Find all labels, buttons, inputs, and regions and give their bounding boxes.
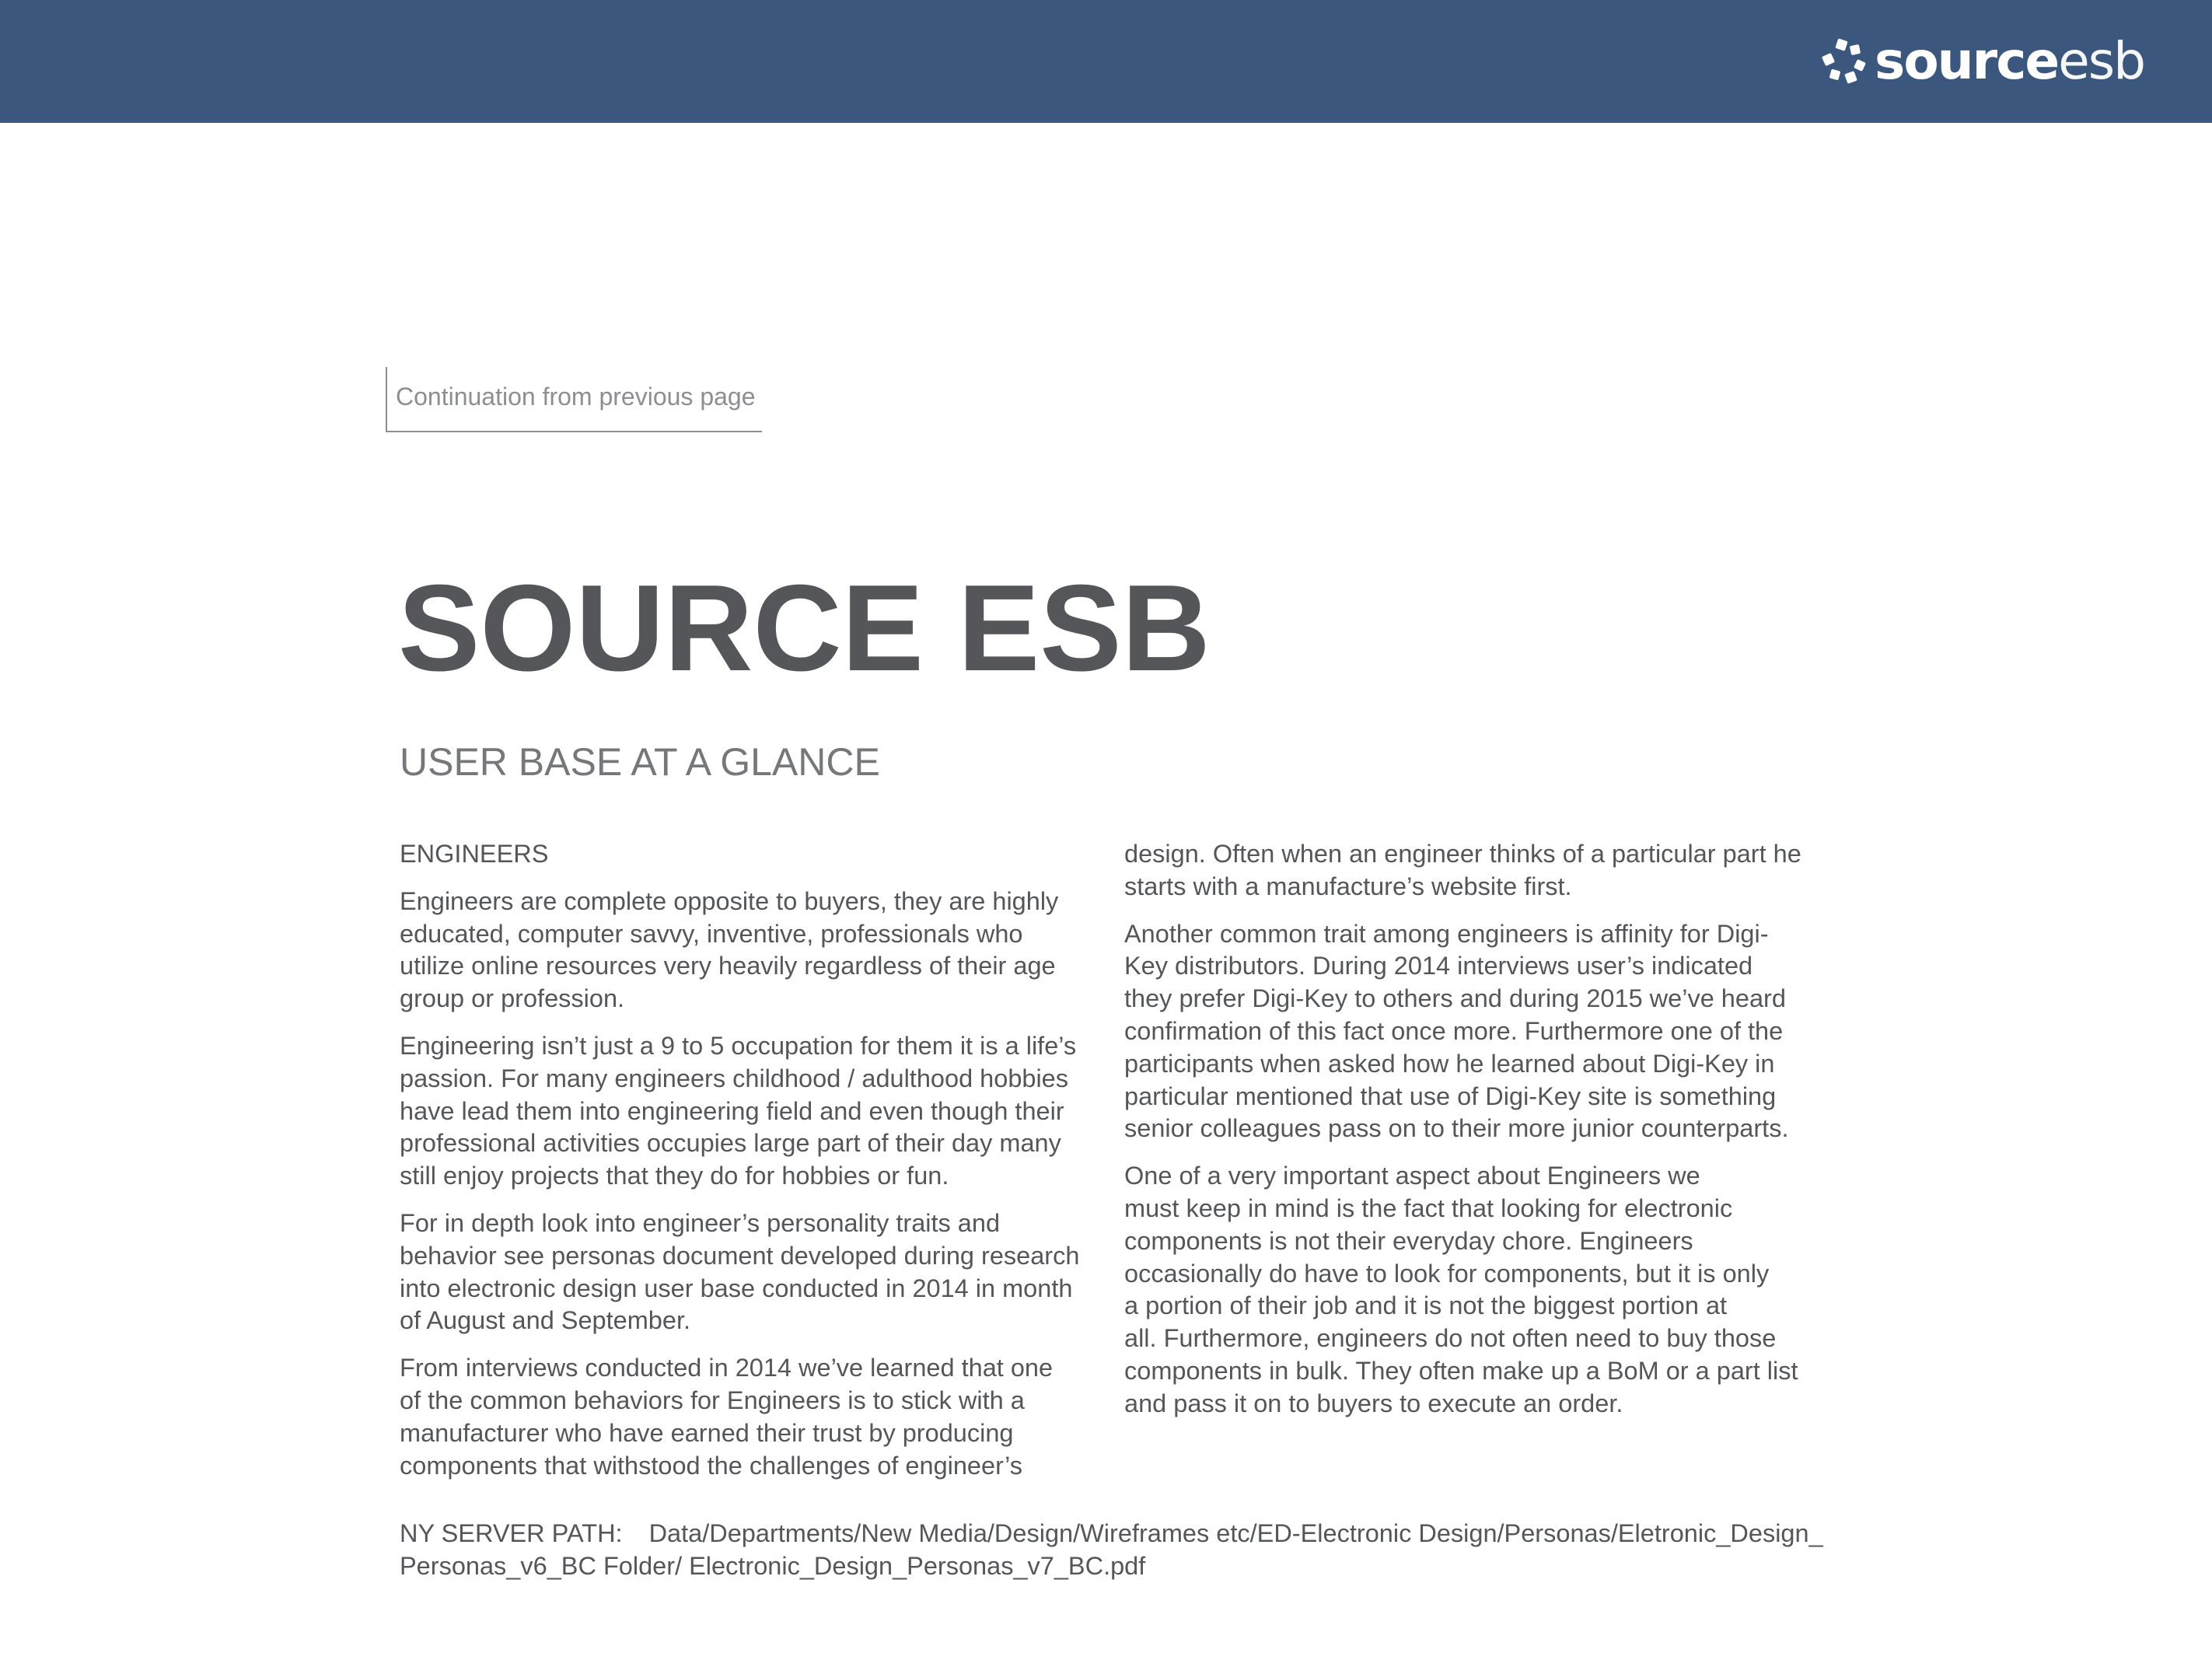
text-line: starts with a manufacture’s website first. xyxy=(1124,872,1572,900)
text-line: behavior see personas document developed during research xyxy=(400,1241,1080,1270)
logo-wordmark xyxy=(1875,31,2144,91)
left-text-column xyxy=(400,838,1084,1497)
paragraph-engineers-intro xyxy=(400,886,1084,1015)
text-line: group or profession. xyxy=(400,984,625,1013)
text-line: participants when asked how he learned about Digi-Key in xyxy=(1124,1049,1775,1078)
text-line: of the common behaviors for Engineers is to stick with a xyxy=(400,1386,1025,1414)
server-path-footer xyxy=(400,1518,1823,1583)
section-heading-engineers: ENGINEERS xyxy=(400,840,549,868)
text-line: For in depth look into engineer’s personality traits and xyxy=(400,1208,1001,1237)
text-line: design. Often when an engineer thinks of a particular part he xyxy=(1124,840,1801,868)
text-line: components that withstood the challenges of engineer’s xyxy=(400,1451,1022,1480)
logo-wordmark-source: source xyxy=(1875,31,2059,91)
page-subtitle: USER BASE AT A GLANCE xyxy=(400,740,880,784)
text-line: Key distributors. During 2014 interviews user’s indicated xyxy=(1124,952,1753,980)
text-line: Engineering isn’t just a 9 to 5 occupation for them it is a life’s xyxy=(400,1031,1077,1060)
text-line: senior colleagues pass on to their more junior counterparts. xyxy=(1124,1114,1789,1143)
paragraph-digikey-affinity xyxy=(1124,918,1816,1146)
text-line: and pass it on to buyers to execute an order. xyxy=(1124,1389,1623,1417)
source-esb-logo-mark-icon xyxy=(1820,37,1868,86)
text-line: particular mentioned that use of Digi-Key site is something xyxy=(1124,1082,1777,1110)
text-line: into electronic design user base conducted in 2014 in month xyxy=(400,1274,1073,1302)
text-line: must keep in mind is the fact that looking for electronic xyxy=(1124,1193,1733,1222)
continuation-text: Continuation from previous page xyxy=(396,383,756,411)
logo-wordmark-esb: esb xyxy=(2058,31,2144,91)
text-line: they prefer Digi-Key to others and during 2015 we’ve heard xyxy=(1124,984,1786,1013)
text-line: utilize online resources very heavily regardless of their age xyxy=(400,952,1056,980)
continuation-note xyxy=(386,367,762,432)
text-line: of August and September. xyxy=(400,1306,691,1335)
text-line: From interviews conducted in 2014 we’ve learned that one xyxy=(400,1354,1054,1382)
text-line: all. Furthermore, engineers do not often need to buy those xyxy=(1124,1324,1777,1353)
text-line: Engineers are complete opposite to buyers, they are highly xyxy=(400,886,1059,915)
text-line: manufacturer who have earned their trust by producing xyxy=(400,1418,1014,1447)
paragraph-manufacturer-trust xyxy=(400,1352,1084,1482)
text-line: Another common trait among engineers is affinity for Digi- xyxy=(1124,919,1769,948)
server-path-label: NY SERVER PATH: xyxy=(400,1519,623,1547)
text-line: One of a very important aspect about Engineers we xyxy=(1124,1162,1700,1190)
text-line: confirmation of this fact once more. Furthermore one of the xyxy=(1124,1016,1784,1045)
text-line: professional activities occupies large part of their day many xyxy=(400,1129,1061,1158)
text-line: components is not their everyday chore. Engineers xyxy=(1124,1226,1693,1255)
page-title: SOURCE ESB xyxy=(398,560,1211,697)
paragraph-personas-reference xyxy=(400,1207,1084,1337)
right-text-column xyxy=(1124,838,1816,1435)
server-path-line-1 xyxy=(400,1518,1823,1550)
source-esb-logo[interactable] xyxy=(1820,31,2144,91)
text-line: a portion of their job and it is not the biggest portion at xyxy=(1124,1291,1728,1320)
top-header-bar xyxy=(0,0,2212,123)
text-line: passion. For many engineers childhood / adulthood hobbies xyxy=(400,1064,1069,1092)
server-path-value-part-1: Data/Departments/New Media/Design/Wireframes etc/ED-Electronic Design/Personas/Eletronic_Design_ xyxy=(648,1519,1823,1547)
server-path-value-part-2: Personas_v6_BC Folder/ Electronic_Design_Personas_v7_BC.pdf xyxy=(400,1551,1146,1580)
paragraph-design-continuation xyxy=(1124,838,1816,903)
paragraph-component-search xyxy=(1124,1160,1816,1420)
text-line: occasionally do have to look for components, but it is only xyxy=(1124,1259,1770,1288)
text-line: components in bulk. They often make up a BoM or a part list xyxy=(1124,1356,1798,1385)
paragraph-engineering-passion xyxy=(400,1030,1084,1193)
text-line: have lead them into engineering field and even though their xyxy=(400,1096,1064,1125)
text-line: still enjoy projects that they do for hobbies or fun. xyxy=(400,1162,949,1190)
text-line: educated, computer savvy, inventive, professionals who xyxy=(400,919,1023,948)
